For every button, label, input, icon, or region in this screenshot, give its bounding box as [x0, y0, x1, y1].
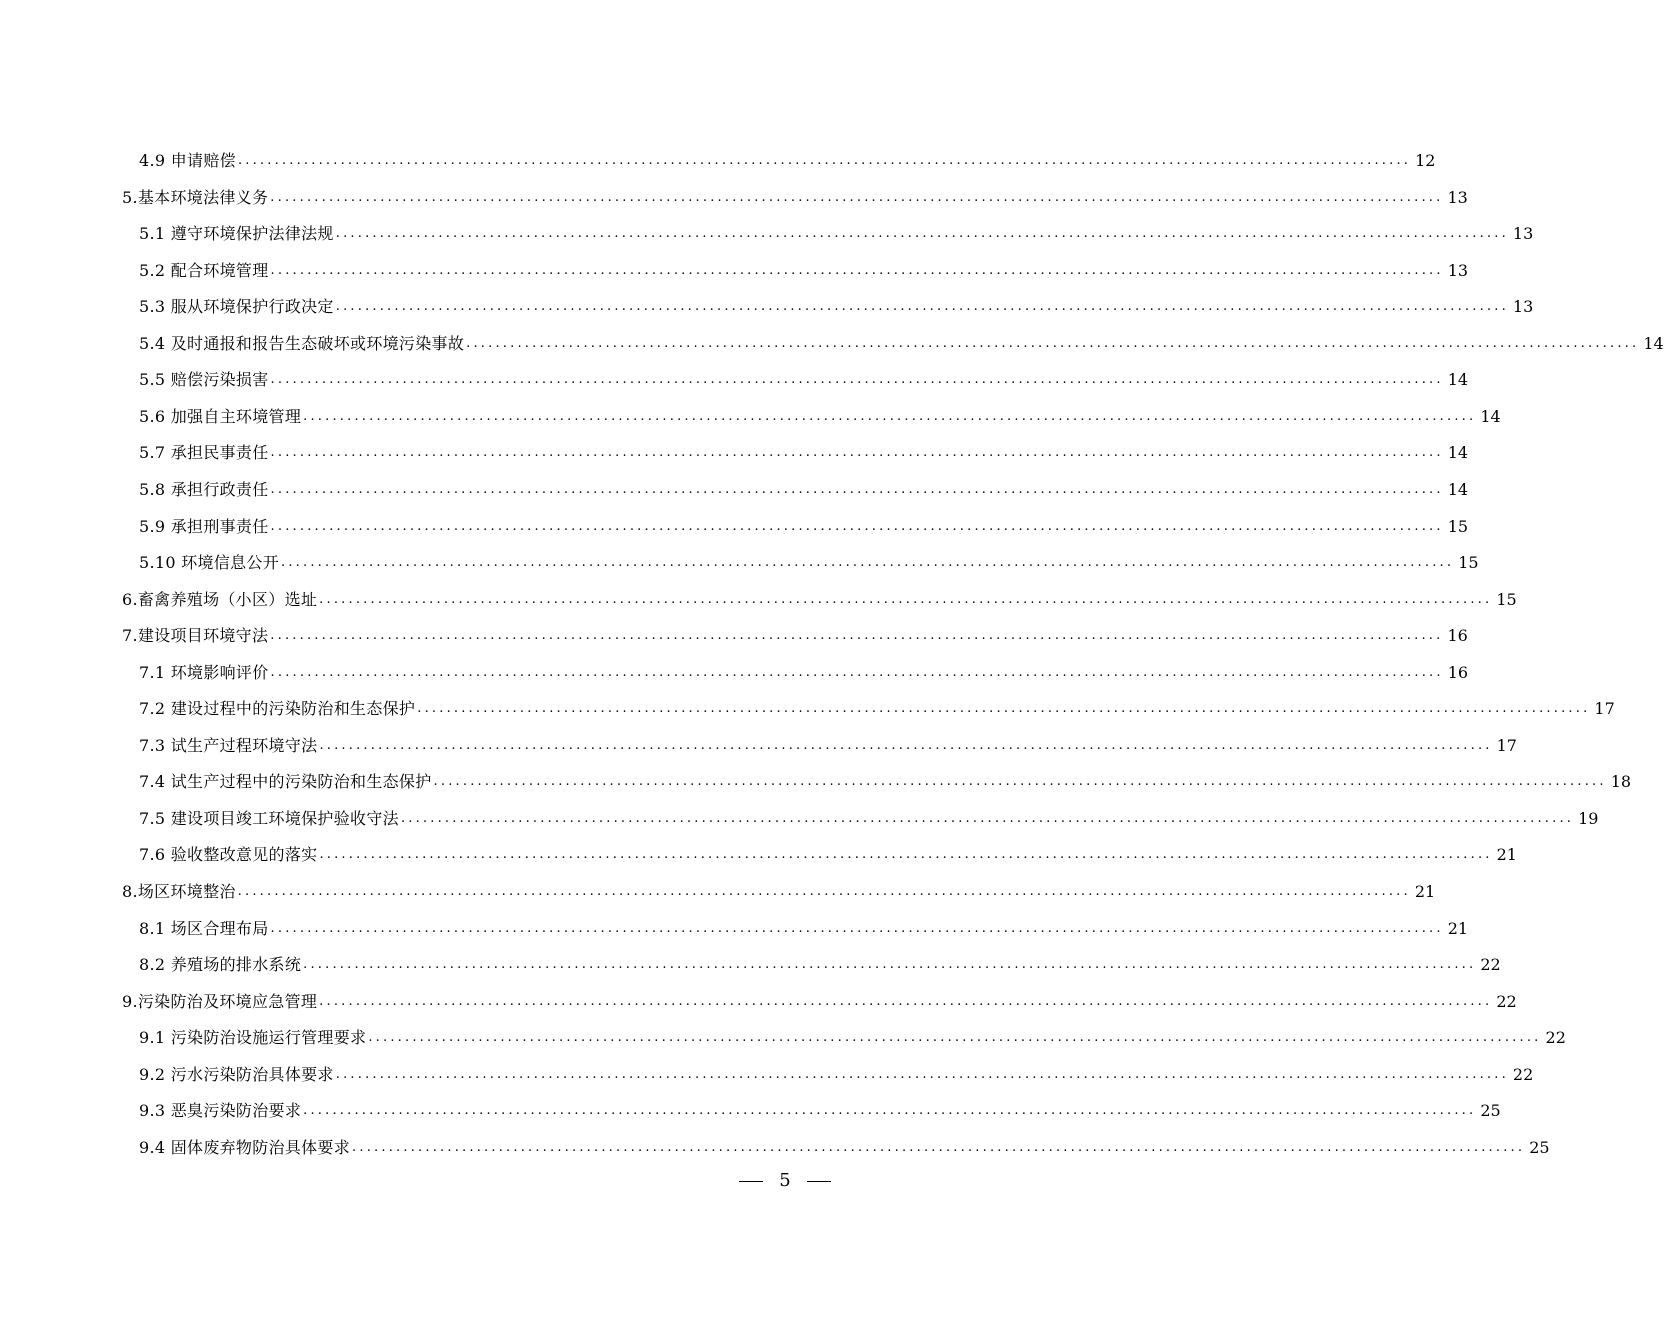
toc-dot-leader: ................................................................................................................................................................	[303, 409, 1477, 424]
toc-entry-page-number: 17	[1496, 736, 1517, 755]
toc-entry-title: 5.4 及时通报和报告生态破坏或环境污染事故	[139, 334, 465, 353]
toc-subsection-entry[interactable]	[0, 330, 1664, 354]
toc-dot-leader: ................................................................................................................................................................	[270, 921, 1444, 936]
toc-section-entry[interactable]	[0, 184, 1468, 208]
toc-dot-leader: ................................................................................................................................................................	[319, 847, 1493, 862]
toc-subsection-entry[interactable]	[0, 732, 1517, 756]
toc-dot-leader: ................................................................................................................................................................	[400, 811, 1575, 826]
toc-entry-page-number: 12	[1415, 151, 1436, 170]
toc-entry-title: 9.污染防治及环境应急管理	[122, 992, 318, 1011]
toc-entry-title: 9.4 固体废弃物防治具体要求	[139, 1138, 351, 1157]
toc-subsection-entry[interactable]	[0, 476, 1469, 500]
toc-dot-leader: ................................................................................................................................................................	[270, 628, 1444, 643]
toc-dot-leader: ................................................................................................................................................................	[303, 957, 1477, 972]
toc-entry-title: 8.1 场区合理布局	[139, 919, 269, 938]
toc-entry-title: 7.4 试生产过程中的污染防治和生态保护	[139, 772, 432, 791]
toc-subsection-entry[interactable]	[0, 915, 1469, 939]
toc-section-entry[interactable]	[0, 878, 1436, 902]
toc-subsection-entry[interactable]	[0, 1024, 1566, 1048]
toc-entry-title: 7.2 建设过程中的污染防治和生态保护	[139, 699, 416, 718]
toc-subsection-entry[interactable]	[0, 1134, 1550, 1158]
toc-entry-page-number: 22	[1545, 1028, 1566, 1047]
toc-entry-title: 7.建设项目环境守法	[122, 626, 269, 645]
toc-entry-page-number: 25	[1480, 1101, 1501, 1120]
page-footer	[739, 1168, 831, 1194]
toc-dot-leader: ................................................................................................................................................................	[319, 994, 1493, 1009]
toc-entry-page-number: 17	[1594, 699, 1615, 718]
toc-entry-title: 5.1 遵守环境保护法律法规	[139, 224, 334, 243]
toc-entry-page-number: 14	[1447, 370, 1469, 389]
toc-entry-title: 5.9 承担刑事责任	[139, 517, 269, 536]
toc-subsection-entry[interactable]	[0, 805, 1599, 829]
footer-right-dash	[807, 1181, 831, 1182]
toc-entry-page-number: 21	[1496, 845, 1517, 864]
toc-dot-leader: ................................................................................................................................................................	[270, 190, 1444, 205]
toc-subsection-entry[interactable]	[0, 841, 1517, 865]
toc-subsection-entry[interactable]	[0, 513, 1469, 537]
toc-entry-page-number: 22	[1480, 955, 1501, 974]
toc-entry-page-number: 16	[1447, 626, 1468, 645]
toc-subsection-entry[interactable]	[0, 439, 1469, 463]
toc-entry-title: 5.10 环境信息公开	[139, 553, 280, 572]
toc-dot-leader: ................................................................................................................................................................	[270, 263, 1444, 278]
toc-entry-title: 6.畜禽养殖场（小区）选址	[122, 590, 318, 609]
toc-dot-leader: ................................................................................................................................................................	[303, 1103, 1477, 1118]
toc-entry-page-number: 21	[1447, 919, 1469, 938]
toc-entry-page-number: 14	[1480, 407, 1501, 426]
toc-dot-leader: ................................................................................................................................................................	[466, 336, 1640, 351]
toc-subsection-entry[interactable]	[0, 403, 1501, 427]
toc-subsection-entry[interactable]	[0, 366, 1469, 390]
toc-entry-title: 5.2 配合环境管理	[139, 261, 269, 280]
toc-entry-title: 5.6 加强自主环境管理	[139, 407, 302, 426]
toc-section-entry[interactable]	[0, 622, 1468, 646]
toc-entry-page-number: 22	[1512, 1065, 1534, 1084]
toc-subsection-entry[interactable]	[0, 659, 1469, 683]
toc-dot-leader: ................................................................................................................................................................	[417, 701, 1591, 716]
toc-subsection-entry[interactable]	[0, 951, 1501, 975]
toc-entry-title: 9.3 恶臭污染防治要求	[139, 1101, 302, 1120]
toc-entry-page-number: 13	[1447, 188, 1468, 207]
toc-dot-leader: ................................................................................................................................................................	[368, 1030, 1542, 1045]
toc-dot-leader: ................................................................................................................................................................	[270, 665, 1444, 680]
toc-subsection-entry[interactable]	[0, 220, 1534, 244]
toc-entry-page-number: 25	[1529, 1138, 1550, 1157]
toc-entry-page-number: 14	[1643, 334, 1664, 353]
toc-subsection-entry[interactable]	[0, 293, 1534, 317]
toc-entry-title: 9.1 污染防治设施运行管理要求	[139, 1028, 367, 1047]
toc-entry-page-number: 15	[1447, 517, 1469, 536]
toc-section-entry[interactable]	[0, 586, 1517, 610]
toc-entry-title: 5.5 赔偿污染损害	[139, 370, 269, 389]
toc-subsection-entry[interactable]	[0, 257, 1469, 281]
toc-subsection-entry[interactable]	[0, 695, 1615, 719]
toc-entry-title: 7.1 环境影响评价	[139, 663, 269, 682]
toc-entry-page-number: 19	[1578, 809, 1599, 828]
toc-dot-leader: ................................................................................................................................................................	[237, 884, 1411, 899]
toc-entry-page-number: 16	[1447, 663, 1469, 682]
toc-entry-title: 5.7 承担民事责任	[139, 443, 269, 462]
toc-entry-page-number: 13	[1447, 261, 1469, 280]
toc-entry-title: 5.8 承担行政责任	[139, 480, 269, 499]
toc-entry-page-number: 13	[1512, 224, 1534, 243]
toc-entry-title: 7.3 试生产过程环境守法	[139, 736, 318, 755]
footer-left-dash	[739, 1181, 763, 1182]
toc-dot-leader: ................................................................................................................................................................	[281, 555, 1455, 570]
page-number: 5	[779, 1170, 791, 1191]
toc-entry-page-number: 14	[1447, 480, 1469, 499]
toc-entry-title: 7.5 建设项目竣工环境保护验收守法	[139, 809, 399, 828]
toc-dot-leader: ................................................................................................................................................................	[270, 519, 1444, 534]
toc-entry-page-number: 13	[1512, 297, 1534, 316]
toc-dot-leader: ................................................................................................................................................................	[237, 153, 1412, 168]
toc-entry-page-number: 18	[1610, 772, 1632, 791]
toc-subsection-entry[interactable]	[0, 1097, 1501, 1121]
toc-entry-title: 5.3 服从环境保护行政决定	[139, 297, 334, 316]
toc-entry-title: 8.2 养殖场的排水系统	[139, 955, 302, 974]
toc-subsection-entry[interactable]	[0, 147, 1436, 171]
toc-entry-title: 9.2 污水污染防治具体要求	[139, 1065, 334, 1084]
toc-entry-page-number: 15	[1496, 590, 1517, 609]
toc-dot-leader: ................................................................................................................................................................	[335, 1067, 1509, 1082]
toc-dot-leader: ................................................................................................................................................................	[319, 592, 1493, 607]
toc-entry-title: 7.6 验收整改意见的落实	[139, 845, 318, 864]
toc-subsection-entry[interactable]	[0, 768, 1632, 792]
toc-entry-title: 5.基本环境法律义务	[122, 188, 269, 207]
toc-dot-leader: ................................................................................................................................................................	[270, 445, 1444, 460]
toc-dot-leader: ................................................................................................................................................................	[335, 299, 1509, 314]
toc-dot-leader: ................................................................................................................................................................	[270, 372, 1444, 387]
toc-section-entry[interactable]	[0, 988, 1517, 1012]
toc-subsection-entry[interactable]	[0, 1061, 1534, 1085]
toc-entry-title: 4.9 申请赔偿	[139, 151, 236, 170]
toc-dot-leader: ................................................................................................................................................................	[335, 226, 1509, 241]
toc-dot-leader: ................................................................................................................................................................	[319, 738, 1493, 753]
toc-entry-page-number: 15	[1458, 553, 1479, 572]
toc-dot-leader: ................................................................................................................................................................	[270, 482, 1444, 497]
toc-dot-leader: ................................................................................................................................................................	[433, 774, 1607, 789]
toc-subsection-entry[interactable]	[0, 549, 1479, 573]
toc-entry-page-number: 22	[1496, 992, 1517, 1011]
toc-entry-page-number: 14	[1447, 443, 1469, 462]
toc-entry-page-number: 21	[1414, 882, 1436, 901]
toc-dot-leader: ................................................................................................................................................................	[352, 1140, 1526, 1155]
toc-entry-title: 8.场区环境整治	[122, 882, 236, 901]
